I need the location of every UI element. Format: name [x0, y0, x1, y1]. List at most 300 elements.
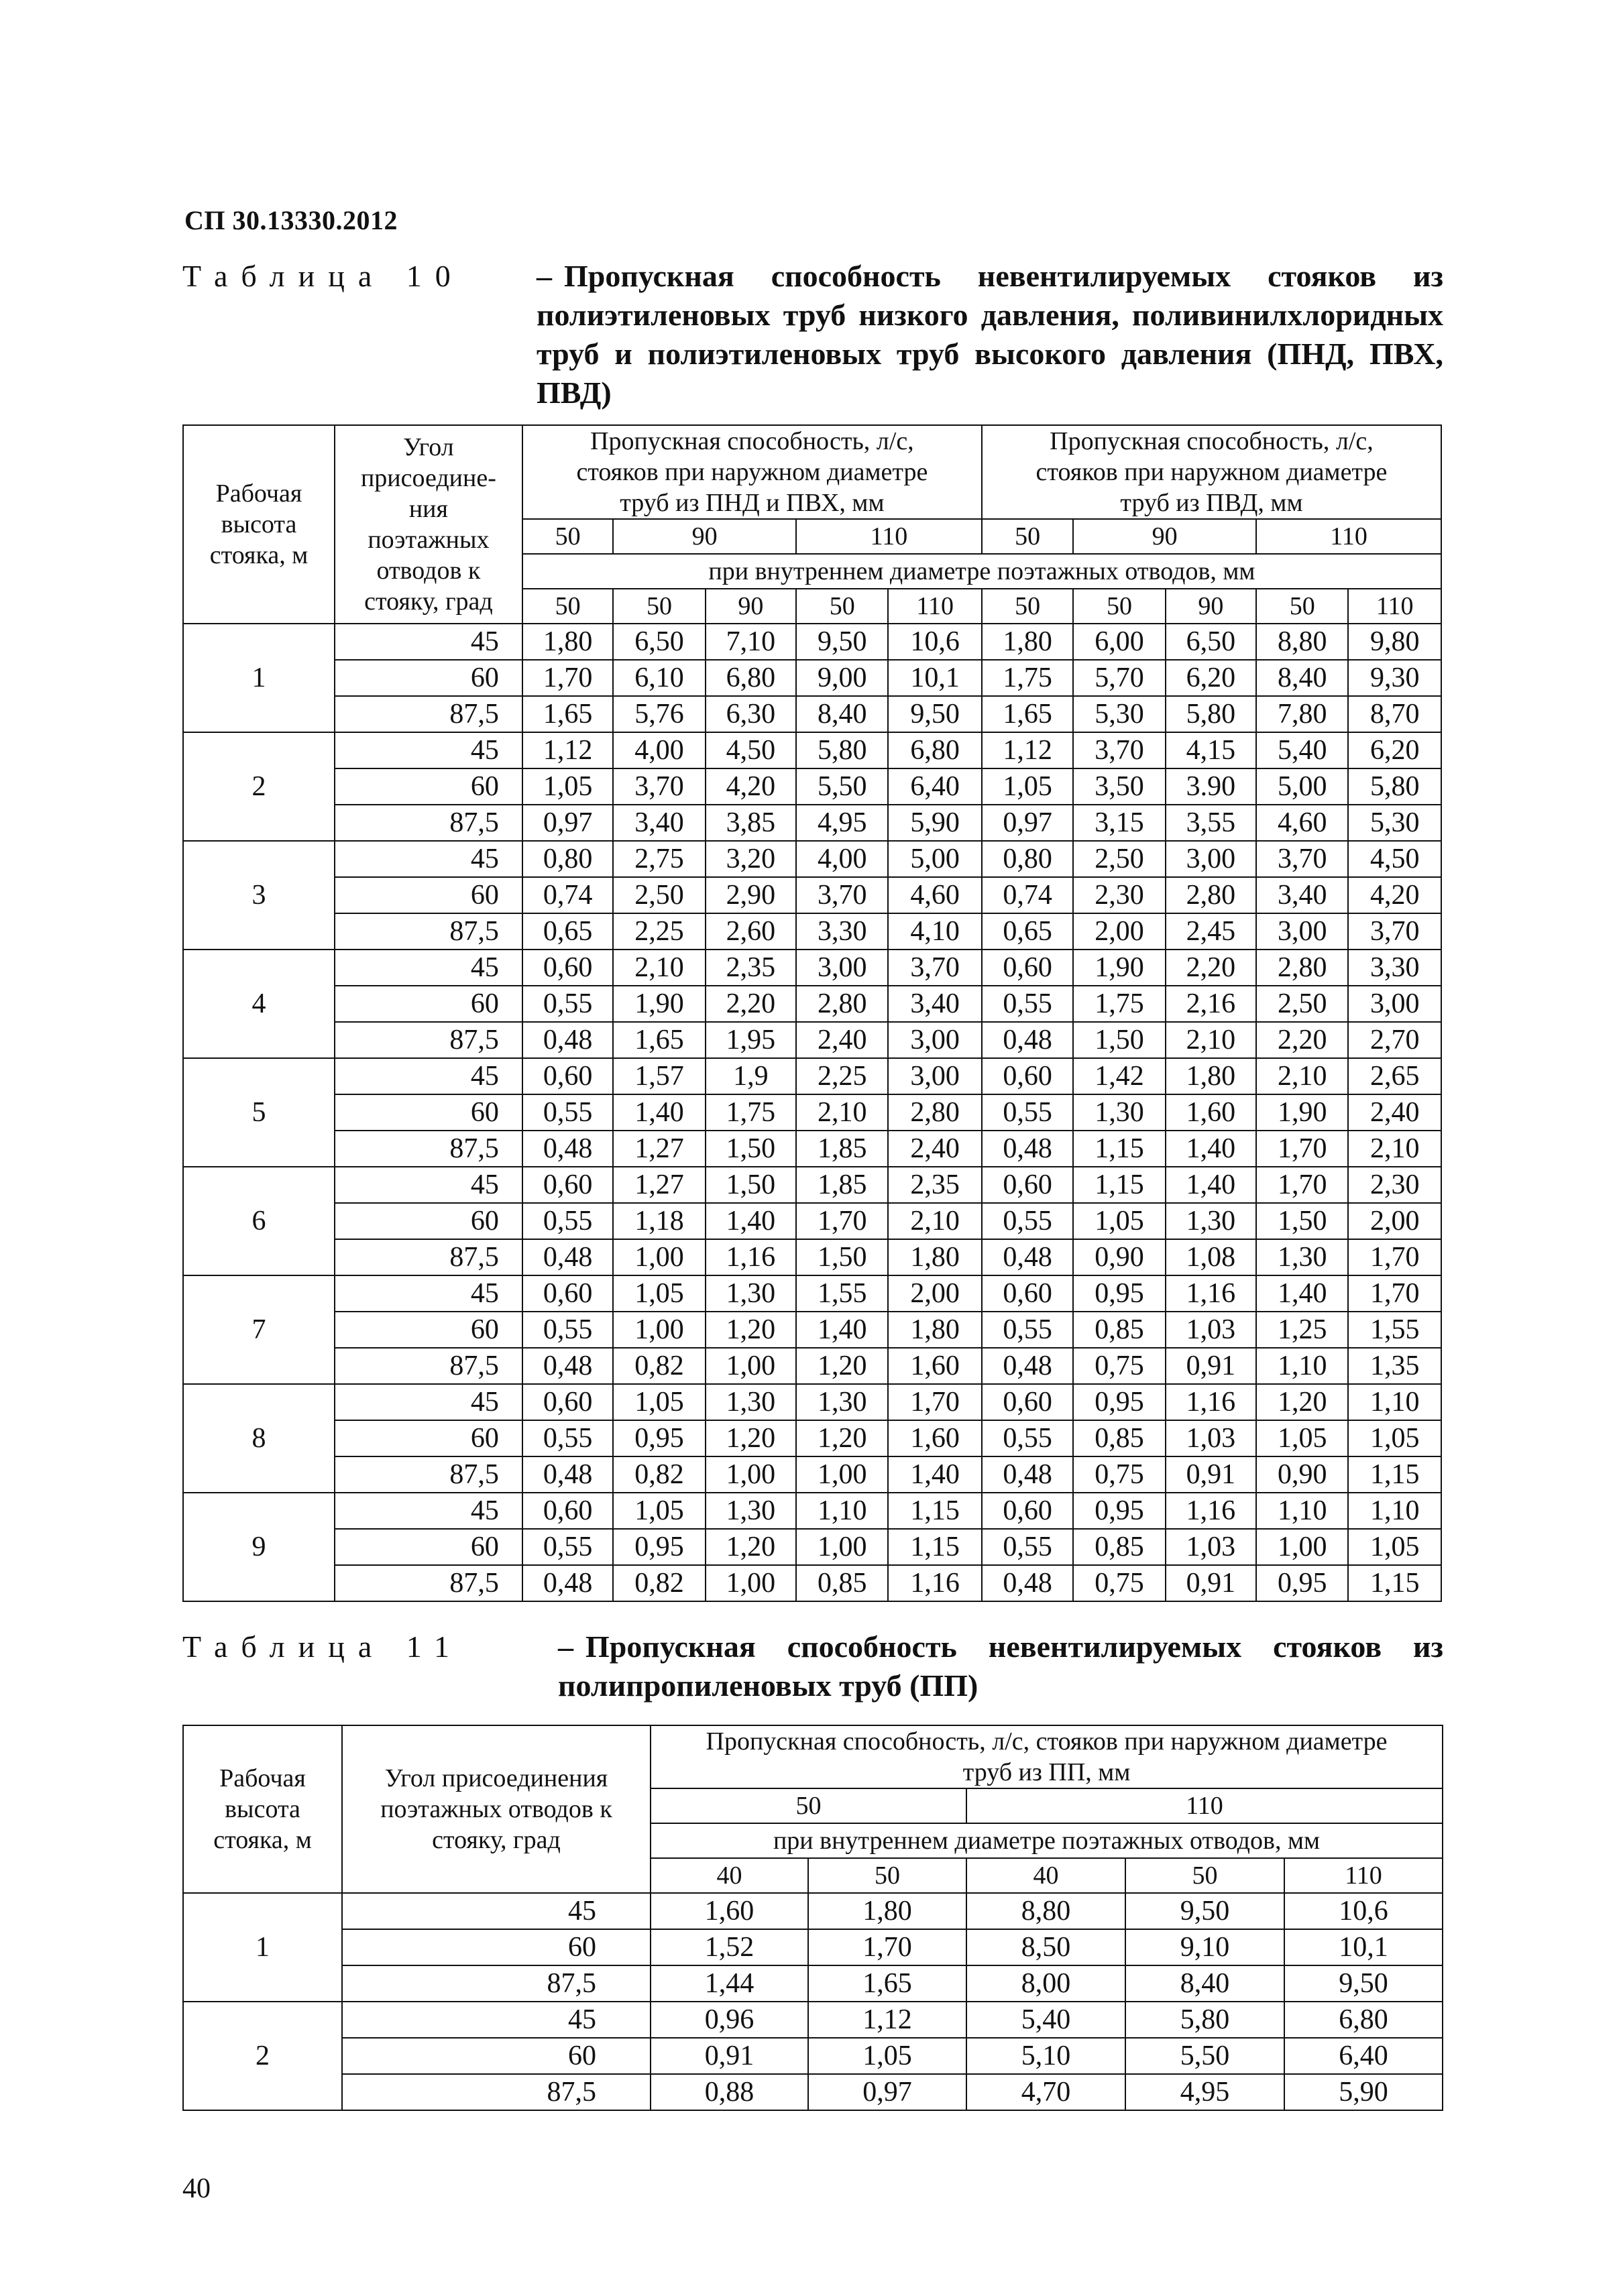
- table-row: [183, 913, 1441, 950]
- value-cell: 0,91: [1166, 1348, 1256, 1384]
- height-cell: 5: [183, 1058, 335, 1167]
- value-cell: 0,95: [1256, 1565, 1348, 1601]
- value-cell: 9,00: [796, 660, 888, 696]
- value-cell: 0,60: [522, 1384, 613, 1420]
- value-cell: 8,40: [1256, 660, 1348, 696]
- angle-cell: 45: [342, 1893, 651, 1929]
- table-row: [183, 1565, 1441, 1601]
- value-cell: 0,74: [982, 877, 1073, 913]
- value-cell: 0,60: [982, 1058, 1073, 1094]
- value-cell: 1,20: [1256, 1384, 1348, 1420]
- angle-cell: 45: [335, 841, 522, 877]
- value-cell: 1,16: [1166, 1384, 1256, 1420]
- table-row: [183, 1275, 1441, 1312]
- table-row: [183, 1893, 1443, 1929]
- value-cell: 1,16: [1166, 1493, 1256, 1529]
- value-cell: 1,00: [613, 1239, 705, 1275]
- value-cell: 4,70: [966, 2074, 1125, 2110]
- value-cell: 1,30: [706, 1384, 796, 1420]
- value-cell: 7,80: [1256, 696, 1348, 732]
- outer-diameter-cell: 110: [966, 1788, 1443, 1823]
- value-cell: 1,55: [796, 1275, 888, 1312]
- value-cell: 2,30: [1348, 1167, 1441, 1203]
- angle-cell: 87,5: [335, 696, 522, 732]
- value-cell: 0,60: [982, 1167, 1073, 1203]
- value-cell: 5,80: [1348, 768, 1441, 805]
- value-cell: 2,50: [1073, 841, 1165, 877]
- value-cell: 0,55: [982, 1094, 1073, 1131]
- value-cell: 1,50: [1073, 1022, 1165, 1058]
- value-cell: 2,25: [613, 913, 705, 950]
- value-cell: 5,00: [888, 841, 981, 877]
- value-cell: 0,88: [651, 2074, 808, 2110]
- value-cell: 0,97: [982, 805, 1073, 841]
- value-cell: 1,70: [1256, 1167, 1348, 1203]
- value-cell: 1,30: [1256, 1239, 1348, 1275]
- value-cell: 1,12: [808, 2002, 966, 2038]
- value-cell: 0,48: [982, 1239, 1073, 1275]
- table-row: [183, 696, 1441, 732]
- table-row: [183, 2074, 1443, 2110]
- table-row: [183, 950, 1441, 986]
- value-cell: 1,30: [1166, 1203, 1256, 1239]
- value-cell: 0,48: [982, 1022, 1073, 1058]
- value-cell: 3,50: [1073, 768, 1165, 805]
- value-cell: 1,20: [706, 1529, 796, 1565]
- value-cell: 1,80: [888, 1239, 981, 1275]
- value-cell: 1,05: [1256, 1420, 1348, 1456]
- value-cell: 2,65: [1348, 1058, 1441, 1094]
- value-cell: 0,60: [982, 1275, 1073, 1312]
- value-cell: 8,80: [1256, 624, 1348, 660]
- outer-diameter-cell: 50: [982, 519, 1073, 554]
- value-cell: 1,85: [796, 1167, 888, 1203]
- value-cell: 3,15: [1073, 805, 1165, 841]
- value-cell: 0,60: [522, 1167, 613, 1203]
- value-cell: 3,20: [706, 841, 796, 877]
- value-cell: 0,80: [522, 841, 613, 877]
- angle-cell: 87,5: [335, 1239, 522, 1275]
- value-cell: 3,40: [613, 805, 705, 841]
- value-cell: 1,90: [1256, 1094, 1348, 1131]
- value-cell: 0,60: [982, 950, 1073, 986]
- value-cell: 1,10: [1256, 1348, 1348, 1384]
- value-cell: 5,40: [1256, 732, 1348, 768]
- value-cell: 2,10: [613, 950, 705, 986]
- value-cell: 1,50: [706, 1167, 796, 1203]
- table-11-caption: [182, 1627, 1443, 1708]
- value-cell: 1,60: [1166, 1094, 1256, 1131]
- value-cell: 1,05: [613, 1384, 705, 1420]
- angle-cell: 45: [335, 624, 522, 660]
- table-row: [183, 1420, 1441, 1456]
- value-cell: 1,40: [1166, 1131, 1256, 1167]
- value-cell: 0,91: [651, 2038, 808, 2074]
- value-cell: 2,10: [1348, 1131, 1441, 1167]
- table-row: [183, 1493, 1441, 1529]
- value-cell: 8,40: [796, 696, 888, 732]
- value-cell: 0,96: [651, 2002, 808, 2038]
- value-cell: 2,70: [1348, 1022, 1441, 1058]
- angle-cell: 60: [335, 768, 522, 805]
- value-cell: 1,95: [706, 1022, 796, 1058]
- height-cell: 1: [183, 624, 335, 732]
- value-cell: 1,57: [613, 1058, 705, 1094]
- value-cell: 1,30: [796, 1384, 888, 1420]
- value-cell: 3,00: [1348, 986, 1441, 1022]
- value-cell: 0,48: [522, 1565, 613, 1601]
- table-row: [183, 1203, 1441, 1239]
- angle-cell: 87,5: [342, 2074, 651, 2110]
- value-cell: 2,00: [1348, 1203, 1441, 1239]
- angle-cell: 60: [335, 1529, 522, 1565]
- value-cell: 4,15: [1166, 732, 1256, 768]
- value-cell: 1,40: [706, 1203, 796, 1239]
- value-cell: 0,91: [1166, 1456, 1256, 1493]
- value-cell: 3,55: [1166, 805, 1256, 841]
- value-cell: 1,00: [796, 1456, 888, 1493]
- value-cell: 0,95: [613, 1420, 705, 1456]
- value-cell: 1,27: [613, 1131, 705, 1167]
- table-row: [183, 732, 1441, 768]
- value-cell: 5,80: [1166, 696, 1256, 732]
- value-cell: 1,15: [1073, 1167, 1165, 1203]
- value-cell: 1,16: [1166, 1275, 1256, 1312]
- angle-cell: 60: [335, 1312, 522, 1348]
- value-cell: 0,55: [522, 1203, 613, 1239]
- value-cell: 1,25: [1256, 1312, 1348, 1348]
- value-cell: 0,95: [1073, 1275, 1165, 1312]
- value-cell: 6,40: [1284, 2038, 1443, 2074]
- value-cell: 3,00: [888, 1022, 981, 1058]
- table-row: [183, 1384, 1441, 1420]
- value-cell: 1,10: [1256, 1493, 1348, 1529]
- value-cell: 0,82: [613, 1456, 705, 1493]
- table-row: [183, 1456, 1441, 1493]
- inner-diameter-cell: 40: [966, 1858, 1125, 1893]
- value-cell: 1,20: [706, 1312, 796, 1348]
- value-cell: 0,65: [522, 913, 613, 950]
- table-row: [183, 841, 1441, 877]
- outer-diameter-cell: 90: [1073, 519, 1256, 554]
- value-cell: 0,55: [522, 986, 613, 1022]
- angle-cell: 60: [335, 1420, 522, 1456]
- height-header: Рабочая высота стояка, м: [183, 1725, 342, 1893]
- value-cell: 9,50: [888, 696, 981, 732]
- value-cell: 0,48: [982, 1131, 1073, 1167]
- value-cell: 0,55: [522, 1312, 613, 1348]
- value-cell: 2,80: [1256, 950, 1348, 986]
- value-cell: 5,90: [1284, 2074, 1443, 2110]
- value-cell: 1,03: [1166, 1420, 1256, 1456]
- value-cell: 5,70: [1073, 660, 1165, 696]
- height-cell: 4: [183, 950, 335, 1058]
- value-cell: 9,50: [1284, 1965, 1443, 2002]
- value-cell: 1,00: [706, 1565, 796, 1601]
- value-cell: 1,40: [1166, 1167, 1256, 1203]
- value-cell: 0,95: [613, 1529, 705, 1565]
- value-cell: 0,95: [1073, 1493, 1165, 1529]
- value-cell: 1,60: [888, 1420, 981, 1456]
- angle-cell: 45: [342, 2002, 651, 2038]
- value-cell: 1,60: [888, 1348, 981, 1384]
- value-cell: 0,85: [1073, 1529, 1165, 1565]
- value-cell: 1,30: [706, 1493, 796, 1529]
- value-cell: 1,60: [651, 1893, 808, 1929]
- outer-diameter-cell: 90: [613, 519, 796, 554]
- value-cell: 9,50: [1125, 1893, 1284, 1929]
- value-cell: 0,82: [613, 1348, 705, 1384]
- value-cell: 1,08: [1166, 1239, 1256, 1275]
- value-cell: 0,60: [522, 1058, 613, 1094]
- outer-diameter-cell: 110: [796, 519, 982, 554]
- angle-cell: 45: [335, 950, 522, 986]
- value-cell: 1,40: [796, 1312, 888, 1348]
- value-cell: 1,50: [706, 1131, 796, 1167]
- value-cell: 1,00: [706, 1348, 796, 1384]
- value-cell: 0,60: [522, 1275, 613, 1312]
- value-cell: 8,70: [1348, 696, 1441, 732]
- table-row: [183, 2002, 1443, 2038]
- value-cell: 0,55: [522, 1529, 613, 1565]
- value-cell: 9,10: [1125, 1929, 1284, 1965]
- value-cell: 6,10: [613, 660, 705, 696]
- inner-diameter-cell: 110: [1348, 589, 1441, 624]
- table-10-title: Пропускная способность невентилируемых стояков из полиэтиленовых труб низкого давления, поливинилхлоридных труб и полиэтиленовых труб высокого давления (ПНД, ПВХ, ПВД): [537, 259, 1443, 410]
- value-cell: 3,70: [888, 950, 981, 986]
- height-cell: 8: [183, 1384, 335, 1493]
- value-cell: 6,00: [1073, 624, 1165, 660]
- value-cell: 4,60: [1256, 805, 1348, 841]
- value-cell: 0,48: [982, 1565, 1073, 1601]
- value-cell: 1,90: [1073, 950, 1165, 986]
- value-cell: 10,1: [888, 660, 981, 696]
- angle-cell: 87,5: [335, 913, 522, 950]
- value-cell: 2,45: [1166, 913, 1256, 950]
- height-cell: 1: [183, 1893, 342, 2002]
- value-cell: 1,55: [1348, 1312, 1441, 1348]
- value-cell: 0,48: [522, 1239, 613, 1275]
- value-cell: 1,12: [982, 732, 1073, 768]
- value-cell: 0,90: [1256, 1456, 1348, 1493]
- value-cell: 8,50: [966, 1929, 1125, 1965]
- value-cell: 0,60: [522, 1493, 613, 1529]
- value-cell: 0,85: [1073, 1312, 1165, 1348]
- angle-cell: 87,5: [342, 1965, 651, 2002]
- value-cell: 1,05: [613, 1275, 705, 1312]
- value-cell: 5,40: [966, 2002, 1125, 2038]
- value-cell: 6,50: [1166, 624, 1256, 660]
- inner-diameter-cell: 50: [1073, 589, 1165, 624]
- value-cell: 1,18: [613, 1203, 705, 1239]
- value-cell: 0,55: [522, 1420, 613, 1456]
- value-cell: 0,90: [1073, 1239, 1165, 1275]
- value-cell: 1,70: [522, 660, 613, 696]
- angle-cell: 60: [335, 1203, 522, 1239]
- value-cell: 10,1: [1284, 1929, 1443, 1965]
- value-cell: 8,80: [966, 1893, 1125, 1929]
- value-cell: 10,6: [1284, 1893, 1443, 1929]
- value-cell: 3,30: [1348, 950, 1441, 986]
- value-cell: 2,35: [706, 950, 796, 986]
- value-cell: 0,48: [982, 1456, 1073, 1493]
- angle-cell: 45: [335, 1275, 522, 1312]
- value-cell: 5,30: [1073, 696, 1165, 732]
- value-cell: 1,65: [613, 1022, 705, 1058]
- angle-cell: 60: [335, 986, 522, 1022]
- value-cell: 0,60: [522, 950, 613, 986]
- angle-cell: 87,5: [335, 1565, 522, 1601]
- value-cell: 1,52: [651, 1929, 808, 1965]
- table-10-dash: –: [537, 259, 552, 293]
- angle-header: Угол присоединения поэтажных отводов к стояку, град: [342, 1725, 651, 1893]
- value-cell: 0,82: [613, 1565, 705, 1601]
- value-cell: 4,20: [1348, 877, 1441, 913]
- value-cell: 6,80: [1284, 2002, 1443, 2038]
- inner-diameter-cell: 50: [522, 589, 613, 624]
- inner-diameter-cell: 40: [651, 1858, 808, 1893]
- value-cell: 5,80: [1125, 2002, 1284, 2038]
- value-cell: 3,85: [706, 805, 796, 841]
- table-row: [183, 877, 1441, 913]
- value-cell: 3,00: [796, 950, 888, 986]
- value-cell: 1,42: [1073, 1058, 1165, 1094]
- table-row: [183, 660, 1441, 696]
- value-cell: 1,70: [1348, 1239, 1441, 1275]
- value-cell: 2,10: [888, 1203, 981, 1239]
- value-cell: 2,00: [1073, 913, 1165, 950]
- table-row: [183, 1131, 1441, 1167]
- page-number: 40: [182, 2173, 211, 2204]
- inner-diameter-cell: 50: [1256, 589, 1348, 624]
- value-cell: 0,55: [982, 1203, 1073, 1239]
- angle-header: Угол присоедине- ния поэтажных отводов к стояку, град: [335, 425, 522, 624]
- value-cell: 0,75: [1073, 1348, 1165, 1384]
- value-cell: 0,48: [982, 1348, 1073, 1384]
- angle-cell: 87,5: [335, 1456, 522, 1493]
- value-cell: 1,05: [1348, 1529, 1441, 1565]
- inner-diameter-cell: 90: [1166, 589, 1256, 624]
- value-cell: 5,10: [966, 2038, 1125, 2074]
- value-cell: 2,25: [796, 1058, 888, 1094]
- value-cell: 1,15: [888, 1493, 981, 1529]
- angle-cell: 45: [335, 1384, 522, 1420]
- value-cell: 1,40: [888, 1456, 981, 1493]
- value-cell: 0,55: [522, 1094, 613, 1131]
- table-row: [183, 2038, 1443, 2074]
- value-cell: 1,44: [651, 1965, 808, 2002]
- value-cell: 3,70: [613, 768, 705, 805]
- value-cell: 2,10: [1166, 1022, 1256, 1058]
- value-cell: 8,40: [1125, 1965, 1284, 2002]
- value-cell: 1,10: [796, 1493, 888, 1529]
- table-10-label: Таблица 10: [182, 259, 464, 293]
- value-cell: 1,20: [796, 1420, 888, 1456]
- value-cell: 6,30: [706, 696, 796, 732]
- value-cell: 0,97: [522, 805, 613, 841]
- value-cell: 2,80: [1166, 877, 1256, 913]
- inner-diameter-cell: 50: [982, 589, 1073, 624]
- value-cell: 1,70: [1348, 1275, 1441, 1312]
- height-cell: 7: [183, 1275, 335, 1384]
- value-cell: 4,00: [796, 841, 888, 877]
- value-cell: 1,9: [706, 1058, 796, 1094]
- table-row: [183, 1094, 1441, 1131]
- value-cell: 1,05: [1073, 1203, 1165, 1239]
- value-cell: 0,48: [522, 1348, 613, 1384]
- table-row: [183, 1348, 1441, 1384]
- value-cell: 2,80: [796, 986, 888, 1022]
- value-cell: 1,05: [613, 1493, 705, 1529]
- table-row: [183, 1167, 1441, 1203]
- value-cell: 5,00: [1256, 768, 1348, 805]
- value-cell: 1,15: [1073, 1131, 1165, 1167]
- inner-diameter-cell: 50: [808, 1858, 966, 1893]
- value-cell: 2,80: [888, 1094, 981, 1131]
- value-cell: 5,30: [1348, 805, 1441, 841]
- value-cell: 6,40: [888, 768, 981, 805]
- value-cell: 0,48: [522, 1022, 613, 1058]
- value-cell: 1,75: [706, 1094, 796, 1131]
- table-row: [183, 1058, 1441, 1094]
- table-row: [183, 624, 1441, 660]
- value-cell: 7,10: [706, 624, 796, 660]
- table-row: [183, 1929, 1443, 1965]
- value-cell: 1,20: [796, 1348, 888, 1384]
- value-cell: 1,65: [808, 1965, 966, 2002]
- value-cell: 3,70: [1073, 732, 1165, 768]
- value-cell: 0,75: [1073, 1456, 1165, 1493]
- angle-cell: 60: [335, 877, 522, 913]
- value-cell: 0,48: [522, 1131, 613, 1167]
- value-cell: 1,15: [1348, 1456, 1441, 1493]
- height-cell: 9: [183, 1493, 335, 1601]
- value-cell: 1,03: [1166, 1529, 1256, 1565]
- inner-diameter-cell: 50: [613, 589, 705, 624]
- height-cell: 3: [183, 841, 335, 950]
- value-cell: 1,70: [808, 1929, 966, 1965]
- value-cell: 2,20: [706, 986, 796, 1022]
- value-cell: 1,15: [888, 1529, 981, 1565]
- value-cell: 1,50: [1256, 1203, 1348, 1239]
- table-10: [182, 424, 1442, 1602]
- value-cell: 2,40: [796, 1022, 888, 1058]
- value-cell: 6,20: [1348, 732, 1441, 768]
- table-11-dash: –: [558, 1629, 573, 1664]
- value-cell: 1,00: [1256, 1529, 1348, 1565]
- value-cell: 5,50: [1125, 2038, 1284, 2074]
- value-cell: 1,00: [613, 1312, 705, 1348]
- angle-cell: 60: [342, 2038, 651, 2074]
- height-cell: 2: [183, 732, 335, 841]
- value-cell: 1,80: [1166, 1058, 1256, 1094]
- value-cell: 0,60: [982, 1493, 1073, 1529]
- value-cell: 5,90: [888, 805, 981, 841]
- value-cell: 1,75: [982, 660, 1073, 696]
- value-cell: 6,80: [706, 660, 796, 696]
- value-cell: 1,80: [522, 624, 613, 660]
- value-cell: 0,55: [982, 1529, 1073, 1565]
- value-cell: 3,00: [1256, 913, 1348, 950]
- value-cell: 1,50: [796, 1239, 888, 1275]
- value-cell: 1,03: [1166, 1312, 1256, 1348]
- inner-diameter-cell: 50: [1125, 1858, 1284, 1893]
- value-cell: 6,20: [1166, 660, 1256, 696]
- value-cell: 1,20: [706, 1420, 796, 1456]
- value-cell: 2,40: [888, 1131, 981, 1167]
- value-cell: 1,65: [522, 696, 613, 732]
- value-cell: 10,6: [888, 624, 981, 660]
